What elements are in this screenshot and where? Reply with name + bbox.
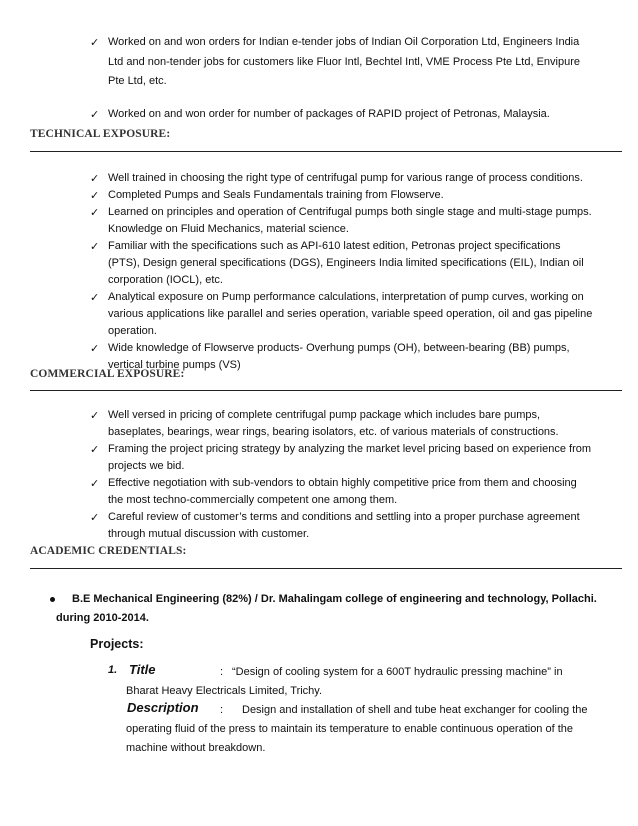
list-item xyxy=(90,105,590,125)
list-item-text: Worked on and won order for number of packages of RAPID project of Petronas, Malaysia. xyxy=(108,107,550,120)
commercial-list xyxy=(90,407,595,543)
list-item-text: Worked on and won orders for Indian e-tender jobs of Indian Oil Corporation Ltd, Engineers India Ltd and non-tender jobs for customers like Fluor Intl, Bechtel Intl, VME Process Pte Ltd, Envipure Pte Ltd, etc. xyxy=(108,36,581,87)
title-text-2: Bharat Heavy Electricals Limited, Trichy. xyxy=(126,685,323,697)
list-item xyxy=(90,187,595,204)
list-item xyxy=(90,509,595,543)
checkmark-icon: ✓ xyxy=(90,206,100,219)
checkmark-icon: ✓ xyxy=(90,172,100,185)
list-item-text: Wide knowledge of Flowserve products- Overhung pumps (OH), between-bearing (BB) pumps, vertical turbine pumps (VS) xyxy=(108,342,570,371)
list-item xyxy=(90,238,595,289)
divider xyxy=(30,390,622,391)
academic-heading: ACADEMIC CREDENTIALS: xyxy=(30,545,187,557)
list-item xyxy=(90,33,590,92)
technical-list xyxy=(90,170,595,374)
checkmark-icon: ✓ xyxy=(90,189,100,202)
description-text: Design and installation of shell and tube heat exchanger for cooling the xyxy=(242,704,588,716)
checkmark-icon: ✓ xyxy=(90,36,100,49)
list-item-text: Familiar with the specifications such as API-610 latest edition, Petronas project specifications (PTS), Design general specifications (DGS), Engineers India limited specifications (EIL), Indian oil corporation (IOCL), etc. xyxy=(108,240,584,286)
list-item-text: Well versed in pricing of complete centrifugal pump package which includes bare pumps, baseplates, bearings, wear rings, bearing isolators, etc. of various materials of constructions. xyxy=(108,409,559,438)
description-text-2: operating fluid of the press to maintain its temperature to enable continuous operation of the xyxy=(126,723,574,735)
title-text: “Design of cooling system for a 600T hydraulic pressing machine” in xyxy=(232,666,563,678)
list-item xyxy=(90,475,595,509)
list-item xyxy=(90,170,595,187)
checkmark-icon: ✓ xyxy=(90,240,100,253)
commercial-heading: COMMERCIAL EXPOSURE: xyxy=(30,368,185,380)
checkmark-icon: ✓ xyxy=(90,409,100,422)
checkmark-icon: ✓ xyxy=(90,342,100,355)
list-item-text: Framing the project pricing strategy by analyzing the market level pricing based on experience from projects we bid. xyxy=(108,443,592,472)
checkmark-icon: ✓ xyxy=(90,107,100,121)
list-item-text: Completed Pumps and Seals Fundamentals training from Flowserve. xyxy=(108,189,444,201)
project-number: 1. xyxy=(108,664,118,676)
degree-text: B.E Mechanical Engineering (82%) / Dr. Mahalingam college of engineering and technology, Pollachi. xyxy=(72,593,597,605)
checkmark-icon: ✓ xyxy=(90,443,100,456)
intro-list xyxy=(90,33,590,124)
description-label: Description xyxy=(127,700,199,715)
checkmark-icon: ✓ xyxy=(90,291,100,304)
list-item-text: Effective negotiation with sub-vendors to obtain highly competitive price from them and choosing the most techno-commercially competent one among them. xyxy=(108,477,577,506)
description-text-3: machine without breakdown. xyxy=(126,742,266,754)
description-colon: : xyxy=(220,704,224,716)
checkmark-icon: ✓ xyxy=(90,511,100,524)
list-item xyxy=(90,204,595,238)
divider xyxy=(30,151,622,152)
technical-heading: TECHNICAL EXPOSURE: xyxy=(30,128,171,140)
list-item xyxy=(90,289,595,340)
checkmark-icon: ✓ xyxy=(90,477,100,490)
list-item-text: Analytical exposure on Pump performance calculations, interpretation of pump curves, working on various applications like parallel and series operation, variable speed operation, oil and gas pipeline operation. xyxy=(108,291,593,337)
list-item xyxy=(90,407,595,441)
bullet-icon xyxy=(50,597,55,602)
projects-label: Projects: xyxy=(90,637,144,651)
degree-years: during 2010-2014. xyxy=(56,612,149,624)
degree-line xyxy=(72,590,612,609)
list-item-text: Well trained in choosing the right type of centrifugal pump for various range of process conditions. xyxy=(108,172,583,184)
title-colon: : xyxy=(220,666,224,678)
title-label: Title xyxy=(129,662,156,677)
divider xyxy=(30,568,622,569)
degree-line-2 xyxy=(56,609,149,628)
list-item xyxy=(90,441,595,475)
list-item-text: Careful review of customer’s terms and conditions and settling into a proper purchase agreement through mutual discussion with customer. xyxy=(108,511,580,540)
list-item-text: Learned on principles and operation of Centrifugal pumps both single stage and multi-stage pumps. Knowledge on Fluid Mechanics, material science. xyxy=(108,206,592,235)
